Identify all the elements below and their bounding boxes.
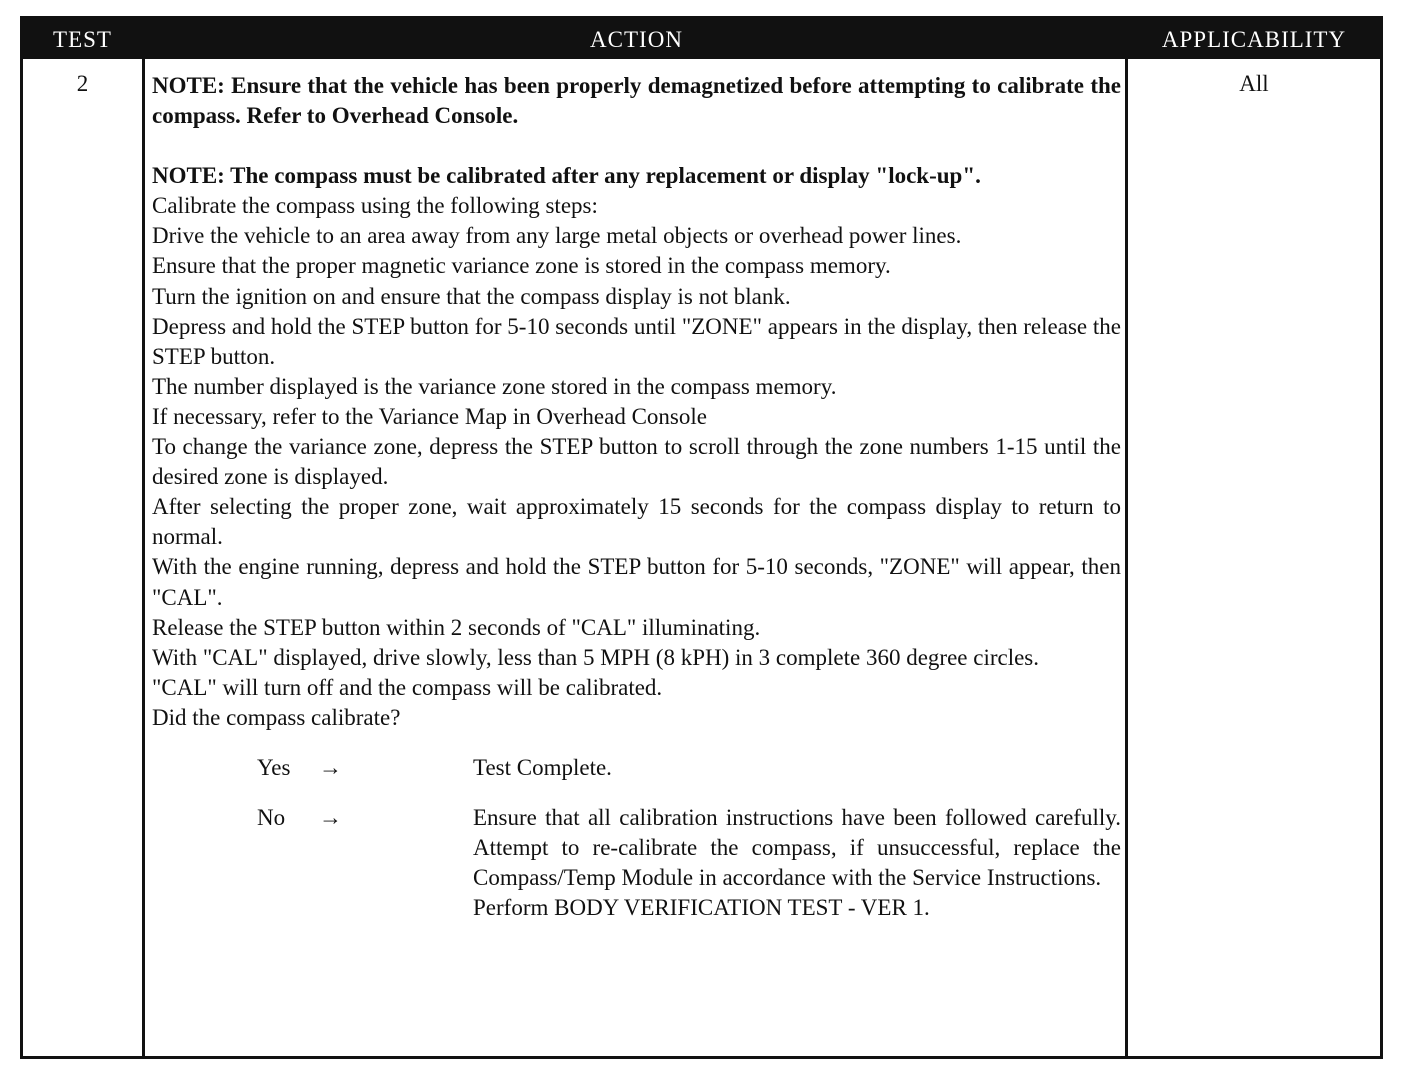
header-applicability: APPLICABILITY xyxy=(1161,27,1347,52)
answer-no-followup: Perform BODY VERIFICATION TEST - VER 1. xyxy=(473,895,930,921)
spacer xyxy=(152,131,1121,161)
step-line: To change the variance zone, depress the STEP button to scroll through the zone numbers 1-15 until the desired zone is displayed. xyxy=(152,434,1121,490)
step-line: Calibrate the compass using the following steps: xyxy=(152,193,598,219)
step-line: If necessary, refer to the Variance Map in Overhead Console xyxy=(152,403,707,429)
column-divider-test xyxy=(142,59,145,1056)
step-line: Ensure that the proper magnetic variance zone is stored in the compass memory. xyxy=(152,253,891,279)
header-action: ACTION xyxy=(590,27,683,52)
header-test: TEST xyxy=(53,27,112,52)
column-divider-applicability xyxy=(1125,59,1128,1056)
applicability-value: All xyxy=(1239,71,1269,96)
answer-no xyxy=(257,803,1121,923)
step-line: After selecting the proper zone, wait approximately 15 seconds for the compass display to return to normal. xyxy=(152,494,1121,550)
action-cell xyxy=(152,71,1121,923)
note-calibration-required: NOTE: The compass must be calibrated after any replacement or display "lock-up". xyxy=(152,163,981,189)
diagnostic-table xyxy=(20,16,1383,1059)
step-line: "CAL" will turn off and the compass will be calibrated. xyxy=(152,674,663,700)
step-line: Drive the vehicle to an area away from any large metal objects or overhead power lines. xyxy=(152,223,962,249)
step-line: With "CAL" displayed, drive slowly, less than 5 MPH (8 kPH) in 3 complete 360 degree circles. xyxy=(152,644,1040,670)
step-line: Release the STEP button within 2 seconds of "CAL" illuminating. xyxy=(152,614,761,640)
step-line: With the engine running, depress and hold the STEP button for 5-10 seconds, "ZONE" will appear, then "CAL". xyxy=(152,554,1121,610)
arrow-right-icon: → xyxy=(319,805,342,831)
note-demagnetize: NOTE: Ensure that the vehicle has been properly demagnetized before attempting to calibrate the compass. Refer to Overhead Console. xyxy=(152,73,1121,129)
step-line: Depress and hold the STEP button for 5-10 seconds until "ZONE" appears in the display, then release the STEP button. xyxy=(152,313,1121,369)
answer-no-label: No xyxy=(257,805,286,831)
arrow-right-icon: → xyxy=(319,754,342,780)
answer-yes-text: Test Complete. xyxy=(473,754,612,780)
table-header-row xyxy=(23,19,1380,59)
step-line: Turn the ignition on and ensure that the compass display is not blank. xyxy=(152,283,791,309)
answer-yes xyxy=(257,753,1121,783)
answer-yes-label: Yes xyxy=(257,754,291,780)
answer-no-text: Ensure that all calibration instructions have been followed carefully. Attempt to re-calibrate the compass, if unsuccessful, replace the Compass/Temp Module in accordance with the Service Instructions. xyxy=(473,805,1121,891)
question-line: Did the compass calibrate? xyxy=(152,704,401,730)
step-line: The number displayed is the variance zone stored in the compass memory. xyxy=(152,373,837,399)
test-number: 2 xyxy=(76,71,89,96)
